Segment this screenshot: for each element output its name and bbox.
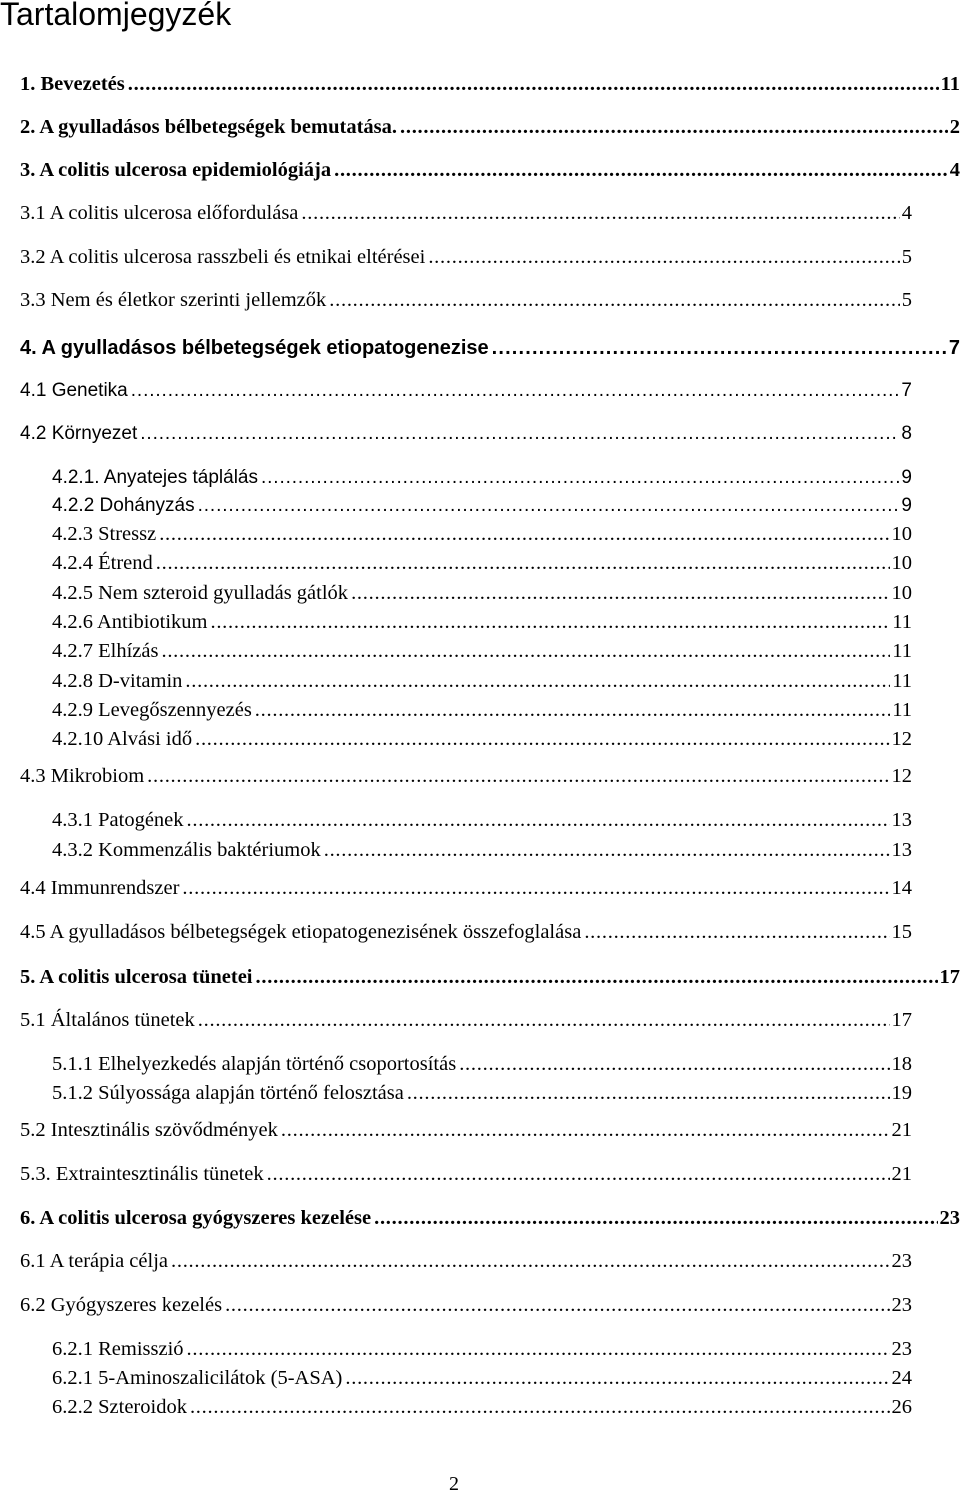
page-title: Tartalomjegyzék	[0, 0, 232, 32]
toc-label: 5. A colitis ulcerosa tünetei	[20, 966, 253, 988]
toc-entry-5-1[interactable]	[20, 1006, 912, 1034]
toc-entry-4-4[interactable]	[20, 874, 912, 902]
dot-leader	[210, 608, 890, 636]
toc-entry-6-1[interactable]	[20, 1247, 912, 1275]
toc-label: 5.2 Intesztinális szövődmények	[20, 1119, 278, 1141]
toc-page-number: 12	[891, 765, 912, 787]
toc-label: 4.1 Genetika	[20, 380, 128, 401]
toc-page-number: 11	[892, 611, 912, 633]
toc-page-number: 23	[939, 1207, 960, 1229]
toc-page-number: 9	[901, 467, 912, 488]
dot-leader	[140, 420, 899, 448]
toc-entry-4-2-8[interactable]	[52, 667, 912, 695]
dot-leader	[374, 1204, 937, 1232]
dot-leader	[324, 836, 890, 864]
toc-page-number: 13	[891, 809, 912, 831]
toc-entry-6-2[interactable]	[20, 1291, 912, 1319]
toc-label: 4.2.8 D-vitamin	[52, 670, 183, 692]
toc-label: 4.2.3 Stressz	[52, 523, 157, 545]
toc-label: 6.1 A terápia célja	[20, 1250, 168, 1272]
toc-page-number: 14	[891, 877, 912, 899]
toc-page-number: 11	[892, 699, 912, 721]
toc-label: 3.1 A colitis ulcerosa előfordulása	[20, 202, 299, 224]
dot-leader	[185, 667, 890, 695]
toc-page-number: 21	[891, 1163, 912, 1185]
toc-label: 4.2.10 Alvási idő	[52, 728, 193, 750]
toc-entry-5-1-1[interactable]	[52, 1050, 912, 1078]
toc-entry-4-2-6[interactable]	[52, 608, 912, 636]
toc-label: 4.2.7 Elhízás	[52, 640, 159, 662]
toc-page-number: 17	[939, 966, 960, 988]
dot-leader	[187, 1335, 890, 1363]
toc-label: 6.2.1 5-Aminoszalicilátok (5-ASA)	[52, 1367, 343, 1389]
toc-entry-4-2-7[interactable]	[52, 637, 912, 665]
toc-entry-3-1[interactable]	[20, 199, 912, 227]
dot-leader	[190, 1393, 890, 1421]
toc-page-number: 12	[891, 728, 912, 750]
dot-leader	[171, 1247, 890, 1275]
dot-leader	[334, 156, 948, 184]
dot-leader	[128, 70, 939, 98]
dot-leader	[182, 874, 889, 902]
toc-page-number: 9	[901, 495, 912, 516]
toc-page-number: 4	[901, 202, 912, 224]
dot-leader	[329, 286, 899, 314]
toc-entry-4-5[interactable]	[20, 918, 912, 946]
toc-page-number: 19	[891, 1082, 912, 1104]
toc-label: 4.3.2 Kommenzális baktériumok	[52, 839, 321, 861]
footer-page-number: 2	[449, 1473, 459, 1495]
toc-page-number: 21	[891, 1119, 912, 1141]
dot-leader	[147, 762, 889, 790]
toc-label: 4.5 A gyulladásos bélbetegségek etiopatogenezisének összefoglalása	[20, 921, 582, 943]
toc-label: 6. A colitis ulcerosa gyógyszeres kezelése	[20, 1207, 372, 1229]
dot-leader	[161, 637, 890, 665]
dot-leader	[459, 1050, 889, 1078]
dot-leader	[351, 579, 889, 607]
dot-leader	[261, 464, 899, 492]
dot-leader	[281, 1116, 890, 1144]
toc-label: 4.3 Mikrobiom	[20, 765, 145, 787]
dot-leader	[407, 1079, 890, 1107]
toc-entry-4-2-3[interactable]	[52, 520, 912, 548]
toc-label: 1. Bevezetés	[20, 73, 125, 95]
dot-leader	[267, 1160, 890, 1188]
toc-page-number: 11	[892, 670, 912, 692]
toc-entry-4-1[interactable]	[20, 377, 912, 405]
toc-label: 4. A gyulladásos bélbetegségek etiopatogenezise	[20, 337, 489, 359]
dot-leader	[255, 696, 890, 724]
toc-label: 6.2 Gyógyszeres kezelés	[20, 1294, 223, 1316]
toc-page-number: 11	[940, 73, 960, 95]
dot-leader	[301, 199, 899, 227]
toc-entry-3-3[interactable]	[20, 286, 912, 314]
toc-entry-4-2-5[interactable]	[52, 579, 912, 607]
toc-page-number: 23	[891, 1250, 912, 1272]
toc-page-number: 18	[891, 1053, 912, 1075]
toc-entry-4-2[interactable]	[20, 420, 912, 448]
toc-page-number: 26	[891, 1396, 912, 1418]
toc-entry-5-3[interactable]	[20, 1160, 912, 1188]
toc-page-number: 15	[891, 921, 912, 943]
toc-page-number: 2	[949, 116, 960, 138]
toc-label: 4.2.6 Antibiotikum	[52, 611, 208, 633]
toc-page-number: 4	[949, 159, 960, 181]
toc-entry-4-2-4[interactable]	[52, 549, 912, 577]
toc-entry-6-2-1[interactable]	[52, 1335, 912, 1363]
toc-page-number: 23	[891, 1338, 912, 1360]
toc-label: 4.2.1. Anyatejes táplálás	[52, 467, 258, 488]
dot-leader	[131, 377, 900, 405]
toc-entry-3[interactable]	[20, 156, 960, 184]
toc-label: 4.2.4 Étrend	[52, 552, 153, 574]
dot-leader	[400, 113, 948, 141]
toc-entry-4-2-2[interactable]	[52, 492, 912, 520]
toc-label: 4.3.1 Patogének	[52, 809, 184, 831]
toc-page-number: 23	[891, 1294, 912, 1316]
toc-label: 4.2 Környezet	[20, 423, 138, 444]
dot-leader	[256, 963, 938, 991]
dot-leader	[187, 806, 890, 834]
toc-entry-4-3[interactable]	[20, 762, 912, 790]
toc-label: 3.3 Nem és életkor szerinti jellemzők	[20, 289, 327, 311]
toc-entry-2[interactable]	[20, 113, 960, 141]
toc-entry-5-2[interactable]	[20, 1116, 912, 1144]
dot-leader	[345, 1364, 889, 1392]
dot-leader	[584, 918, 889, 946]
toc-label: 5.1.1 Elhelyezkedés alapján történő csoportosítás	[52, 1053, 457, 1075]
dot-leader	[156, 549, 890, 577]
toc-label: 3.2 A colitis ulcerosa rasszbeli és etnikai eltérései	[20, 246, 426, 268]
toc-label: 6.2.2 Szteroidok	[52, 1396, 187, 1418]
toc-entry-4-2-10[interactable]	[52, 725, 912, 753]
dot-leader	[198, 492, 900, 520]
dot-leader	[428, 243, 899, 271]
toc-entry-4[interactable]	[20, 334, 960, 362]
toc-label: 4.4 Immunrendszer	[20, 877, 180, 899]
toc-entry-4-3-2[interactable]	[52, 836, 912, 864]
toc-label: 5.1 Általános tünetek	[20, 1009, 195, 1031]
toc-label: 4.2.5 Nem szteroid gyulladás gátlók	[52, 582, 349, 604]
dot-leader	[159, 520, 889, 548]
toc-label: 3. A colitis ulcerosa epidemiológiája	[20, 159, 332, 181]
toc-page-number: 5	[901, 246, 912, 268]
toc-label: 4.2.9 Levegőszennyezés	[52, 699, 252, 721]
toc-entry-4-2-1[interactable]	[52, 464, 912, 492]
dot-leader	[198, 1006, 890, 1034]
toc-entry-6-2-1b[interactable]	[52, 1364, 912, 1392]
dot-leader	[492, 334, 947, 362]
toc-page-number: 7	[948, 337, 960, 359]
toc-label: 4.2.2 Dohányzás	[52, 495, 195, 516]
toc-label: 5.1.2 Súlyossága alapján történő felosztása	[52, 1082, 404, 1104]
toc-entry-5-1-2[interactable]	[52, 1079, 912, 1107]
toc-page-number: 8	[901, 423, 912, 444]
toc-entry-1[interactable]	[20, 70, 960, 98]
toc-page-number: 24	[891, 1367, 912, 1389]
toc-label: 6.2.1 Remisszió	[52, 1338, 184, 1360]
dot-leader	[225, 1291, 889, 1319]
toc-page-number: 5	[901, 289, 912, 311]
toc-page-number: 11	[892, 640, 912, 662]
toc-entry-5[interactable]	[20, 963, 960, 991]
toc-page-number: 10	[891, 552, 912, 574]
toc-entry-3-2[interactable]	[20, 243, 912, 271]
toc-label: 5.3. Extraintesztinális tünetek	[20, 1163, 264, 1185]
toc-entry-6[interactable]	[20, 1204, 960, 1232]
toc-page-number: 17	[891, 1009, 912, 1031]
toc-entry-4-2-9[interactable]	[52, 696, 912, 724]
toc-page-number: 13	[891, 839, 912, 861]
dot-leader	[195, 725, 889, 753]
toc-entry-6-2-2[interactable]	[52, 1393, 912, 1421]
toc-entry-4-3-1[interactable]	[52, 806, 912, 834]
toc-page-number: 10	[891, 582, 912, 604]
toc-page-number: 10	[891, 523, 912, 545]
toc-label: 2. A gyulladásos bélbetegségek bemutatása.	[20, 116, 397, 138]
toc-page-number: 7	[901, 380, 912, 401]
